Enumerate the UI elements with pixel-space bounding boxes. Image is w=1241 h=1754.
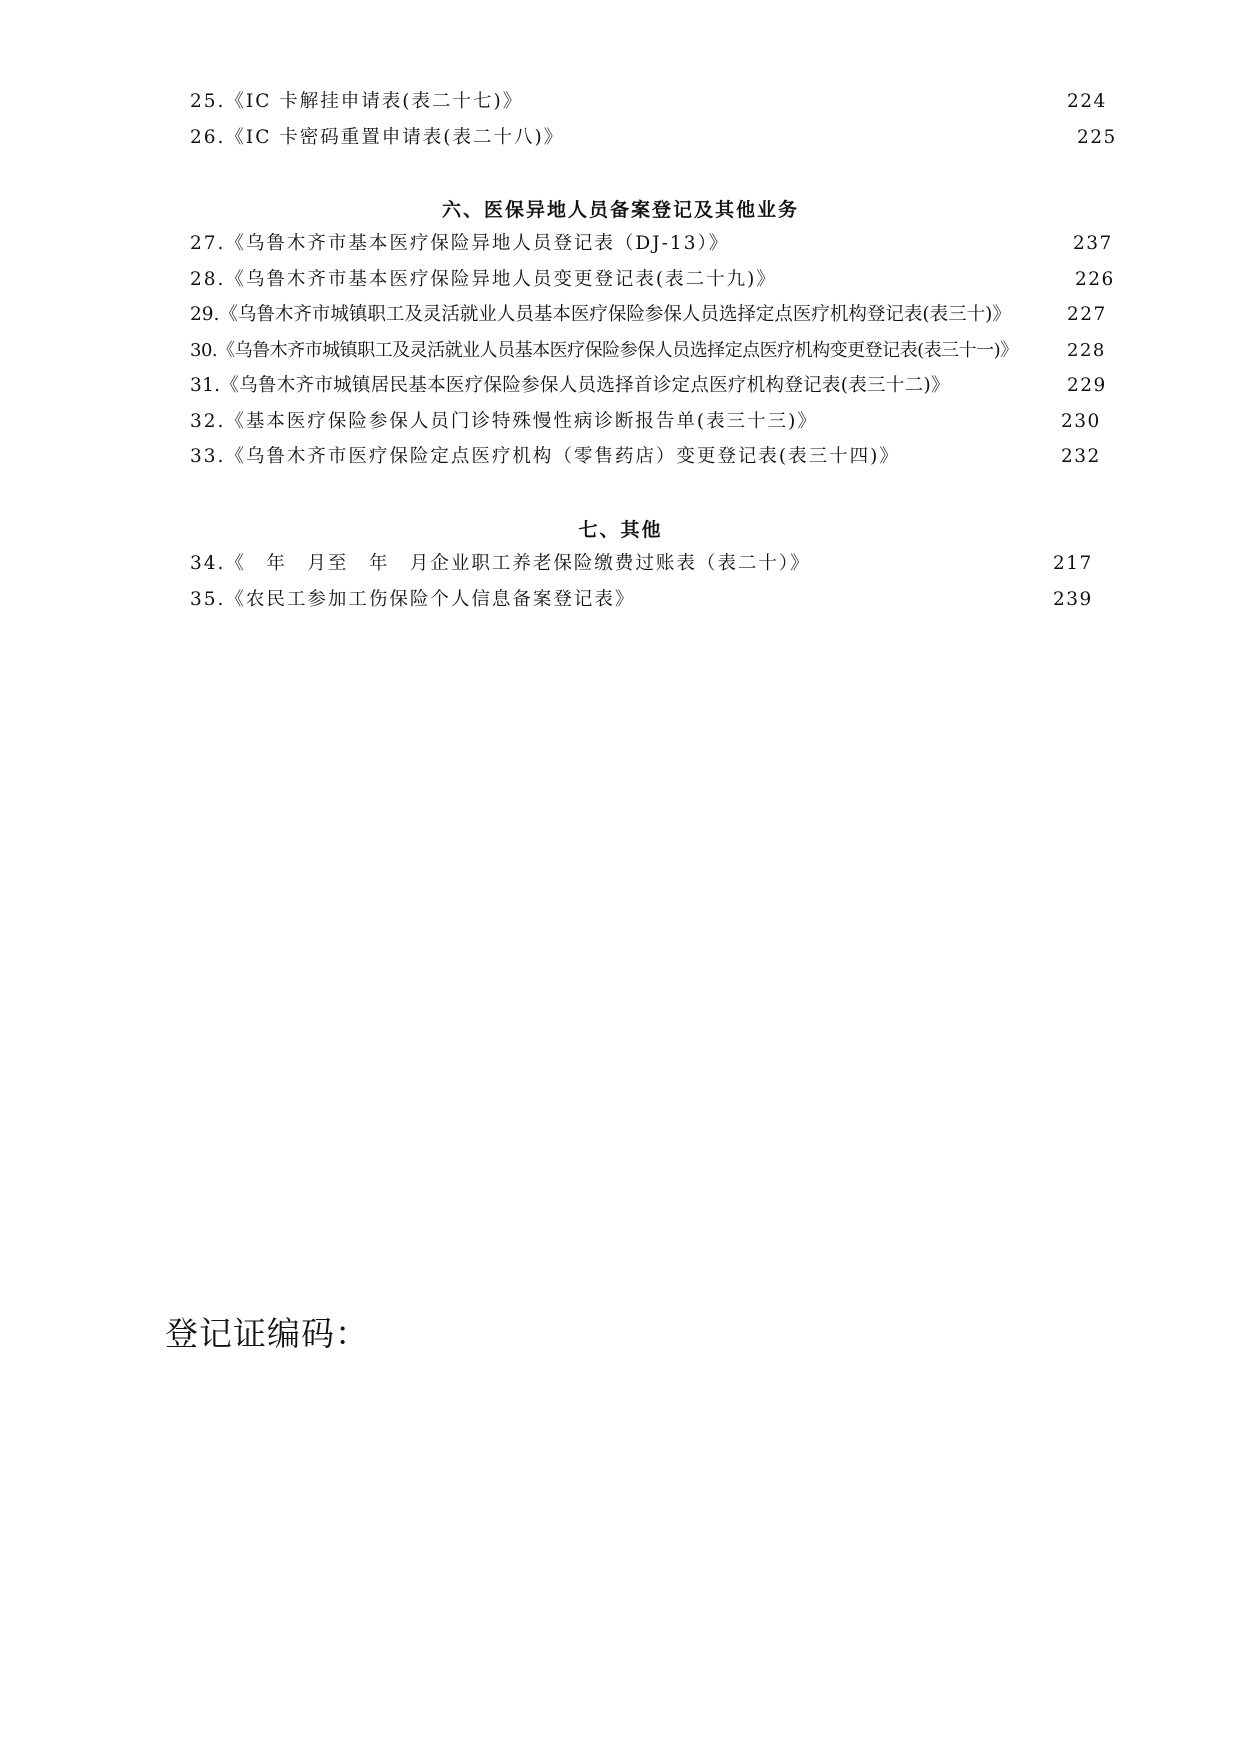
toc-item-title: 34.《 年 月至 年 月企业职工养老保险缴费过账表（表二十）》 xyxy=(190,553,811,574)
toc-item-28 xyxy=(190,268,1115,292)
toc-item-page: 225 xyxy=(1077,127,1117,148)
toc-item-30 xyxy=(190,339,1106,363)
toc-item-27 xyxy=(190,232,1113,256)
toc-item-26 xyxy=(190,126,1117,150)
toc-item-33 xyxy=(190,445,1101,469)
registration-code-label: 登记证编码： xyxy=(165,1314,369,1353)
toc-item-page: 230 xyxy=(1061,411,1101,432)
toc-item-31 xyxy=(190,374,1107,398)
section-heading-7: 七、其他 xyxy=(578,519,663,541)
toc-item-title: 35.《农民工参加工伤保险个人信息备案登记表》 xyxy=(190,589,636,610)
toc-item-page: 217 xyxy=(1053,553,1093,574)
toc-item-title: 31.《乌鲁木齐市城镇居民基本医疗保险参保人员选择首诊定点医疗机构登记表(表三十二)》 xyxy=(190,375,950,396)
toc-item-title: 29.《乌鲁木齐市城镇职工及灵活就业人员基本医疗保险参保人员选择定点医疗机构登记表(表三十)》 xyxy=(190,304,1011,325)
section-heading-6: 六、医保异地人员备案登记及其他业务 xyxy=(441,199,799,221)
toc-item-title: 28.《乌鲁木齐市基本医疗保险异地人员变更登记表(表二十九)》 xyxy=(190,269,777,290)
toc-item-35 xyxy=(190,588,1093,612)
toc-item-title: 33.《乌鲁木齐市医疗保险定点医疗机构（零售药店）变更登记表(表三十四)》 xyxy=(190,446,900,467)
toc-item-32 xyxy=(190,410,1101,434)
toc-item-title: 30.《乌鲁木齐市城镇职工及灵活就业人员基本医疗保险参保人员选择定点医疗机构变更登记表(表三十一)》 xyxy=(190,340,1018,361)
toc-item-title: 25.《IC 卡解挂申请表(表二十七)》 xyxy=(190,91,524,112)
toc-item-page: 224 xyxy=(1067,91,1107,112)
toc-item-34 xyxy=(190,552,1093,576)
toc-item-title: 26.《IC 卡密码重置申请表(表二十八)》 xyxy=(190,127,565,148)
toc-item-page: 237 xyxy=(1073,233,1113,254)
toc-item-page: 229 xyxy=(1067,375,1107,396)
toc-item-page: 232 xyxy=(1061,446,1101,467)
toc-item-page: 239 xyxy=(1053,589,1093,610)
toc-item-title: 32.《基本医疗保险参保人员门诊特殊慢性病诊断报告单(表三十三)》 xyxy=(190,411,818,432)
toc-item-page: 226 xyxy=(1075,269,1115,290)
toc-item-29 xyxy=(190,303,1107,327)
toc-item-page: 227 xyxy=(1067,304,1107,325)
toc-item-title: 27.《乌鲁木齐市基本医疗保险异地人员登记表（DJ-13）》 xyxy=(190,233,730,254)
toc-item-page: 228 xyxy=(1067,340,1106,361)
toc-item-25 xyxy=(190,90,1107,114)
